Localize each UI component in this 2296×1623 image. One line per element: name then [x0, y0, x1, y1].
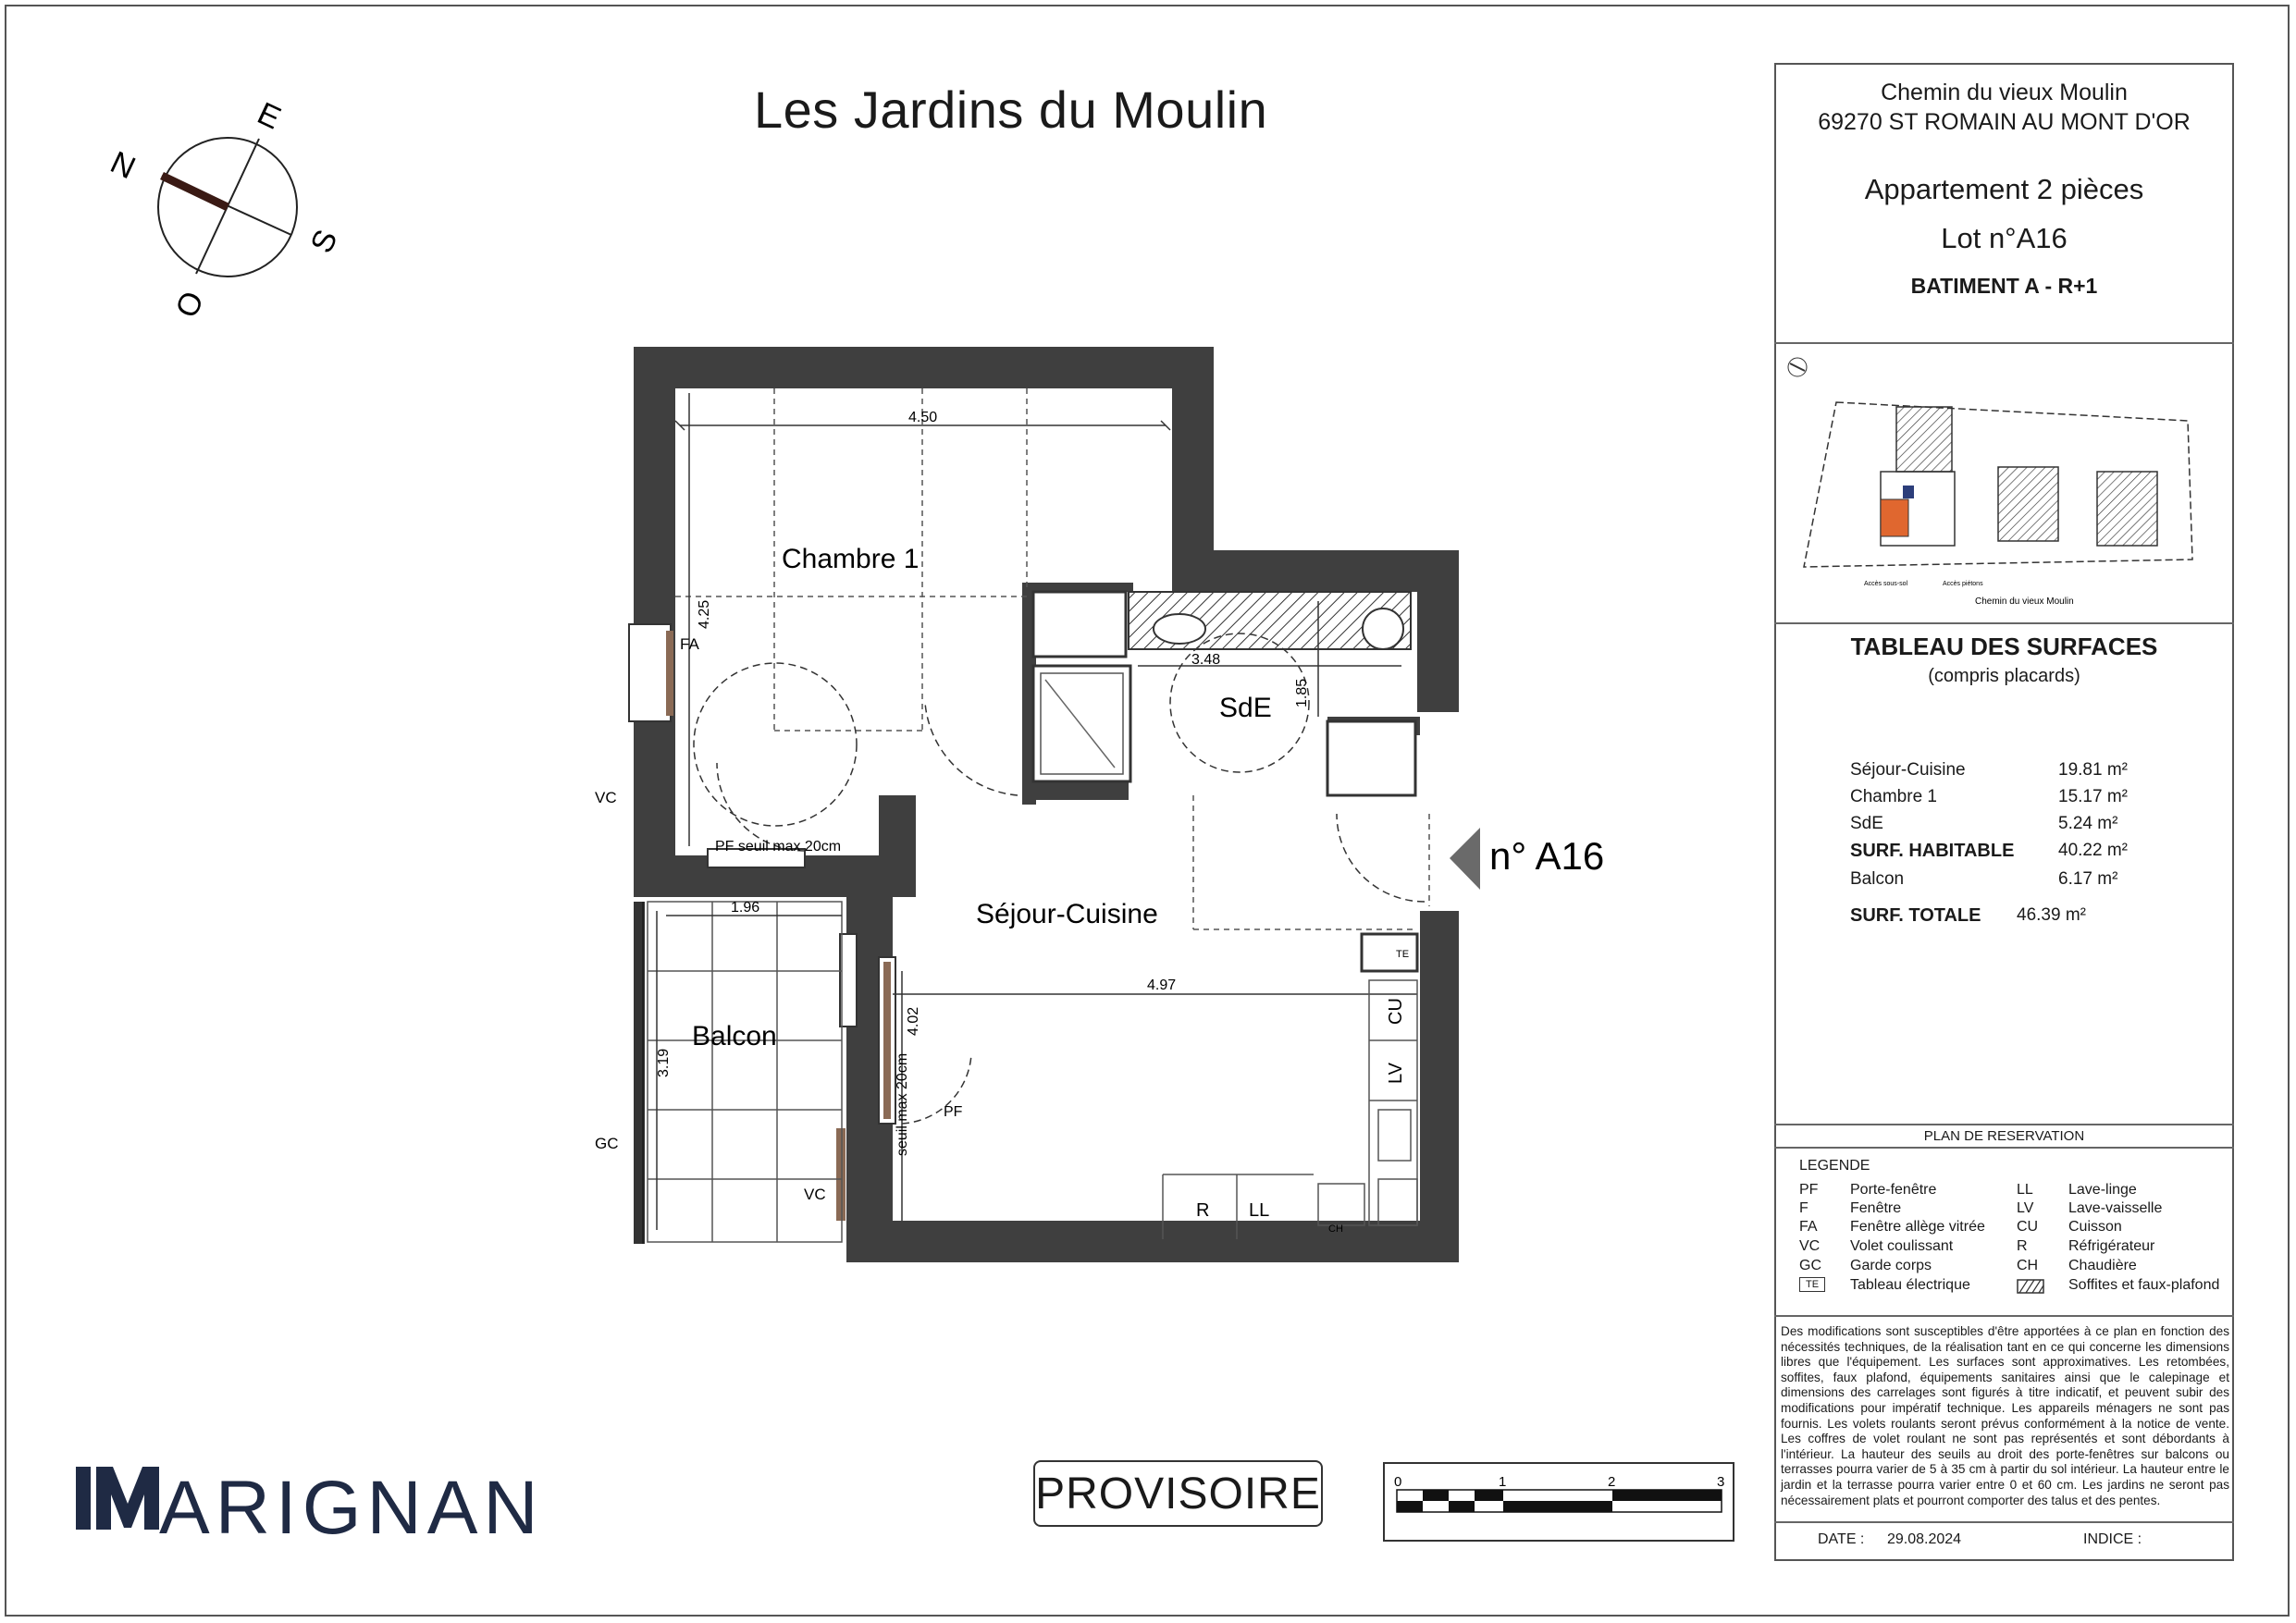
- legend-code: CH: [2017, 1258, 2039, 1273]
- compass-e: E: [252, 95, 287, 137]
- lot-marker: n° A16: [1489, 834, 1605, 878]
- floor-plan: [555, 333, 1665, 1276]
- surface-value: 40.22 m²: [2058, 841, 2128, 860]
- scale-tick-0: 0: [1394, 1474, 1402, 1490]
- label-te: TE: [1396, 949, 1410, 960]
- site-street: Chemin du vieux Moulin: [1975, 596, 2074, 607]
- legend-label: Soffites et faux-plafond: [2068, 1277, 2220, 1293]
- legend-code: GC: [1799, 1258, 1821, 1273]
- marignan-logo-text: ARIGNAN: [159, 1466, 544, 1550]
- legend-label: Fenêtre allège vitrée: [1850, 1219, 1985, 1235]
- plan-reservation: PLAN DE RESERVATION: [1923, 1128, 2085, 1144]
- label-sejour: Séjour-Cuisine: [976, 899, 1158, 929]
- project-title: Les Jardins du Moulin: [754, 80, 1268, 139]
- label-ch: CH: [1328, 1223, 1343, 1235]
- legend-label: Cuisson: [2068, 1219, 2122, 1235]
- legend-code: PF: [1799, 1182, 1819, 1198]
- dim-402: 4.02: [906, 1006, 921, 1036]
- legend-label: Fenêtre: [1850, 1200, 1902, 1216]
- label-ll: LL: [1249, 1200, 1270, 1221]
- legend-label: Lave-vaisselle: [2068, 1200, 2163, 1216]
- surface-value: 15.17 m²: [2058, 787, 2128, 806]
- surface-label: Chambre 1: [1850, 787, 1937, 806]
- label-lv: LV: [1386, 1063, 1406, 1084]
- label-seuil: seuil max 20cm: [895, 1052, 910, 1156]
- label-pf1: PF seuil max 20cm: [715, 839, 842, 855]
- legend-code: LL: [2017, 1182, 2033, 1198]
- legend-label: Chaudière: [2068, 1258, 2137, 1273]
- unit-type: Appartement 2 pièces: [1864, 173, 2144, 205]
- label-sde: SdE: [1219, 693, 1272, 723]
- surface-value: 6.17 m²: [2058, 869, 2118, 889]
- compass-s: S: [303, 224, 345, 259]
- surface-label: Balcon: [1850, 869, 1905, 889]
- site-access2: Accès piétons: [1943, 581, 1983, 587]
- label-chambre: Chambre 1: [782, 544, 920, 574]
- label-r: R: [1196, 1200, 1210, 1221]
- surface-value: 19.81 m²: [2058, 760, 2128, 780]
- dim-196: 1.96: [731, 900, 760, 916]
- label-balcon: Balcon: [692, 1021, 777, 1051]
- legend-label: Garde corps: [1850, 1258, 1932, 1273]
- marignan-logo-icon: [76, 1467, 161, 1530]
- legend-code: FA: [1799, 1219, 1818, 1235]
- site-plan: [1781, 347, 2229, 618]
- unit-lot: Lot n°A16: [1941, 222, 2068, 254]
- address-line1: Chemin du vieux Moulin: [1881, 80, 2128, 105]
- dim-319: 3.19: [656, 1048, 672, 1077]
- walls: [634, 347, 1459, 1262]
- surfaces-title: TABLEAU DES SURFACES: [1850, 633, 2158, 660]
- dim-425: 4.25: [697, 599, 712, 629]
- dim-185: 1.85: [1294, 678, 1310, 707]
- label-fa: FA: [680, 635, 699, 653]
- hatch-swatch-icon: [2017, 1279, 2044, 1294]
- dim-497: 4.97: [1147, 977, 1177, 993]
- date-label: DATE :: [1818, 1531, 1865, 1547]
- surface-label: SURF. HABITABLE: [1850, 841, 2015, 861]
- provisoire-stamp: PROVISOIRE: [1033, 1460, 1323, 1527]
- legend-label: Porte-fenêtre: [1850, 1182, 1937, 1198]
- date-value: 29.08.2024: [1887, 1531, 1962, 1547]
- legend-code: F: [1799, 1200, 1808, 1216]
- legend-title: LEGENDE: [1799, 1158, 1870, 1174]
- legend-code: CU: [2017, 1219, 2039, 1235]
- index-label: INDICE :: [2083, 1531, 2142, 1547]
- compass-o: O: [168, 286, 212, 324]
- scale-bar: [1383, 1462, 1734, 1542]
- site-access1: Accès sous-sol: [1864, 581, 1908, 587]
- legend-code: LV: [2017, 1200, 2034, 1216]
- surface-value: 5.24 m²: [2058, 814, 2118, 833]
- legend-label: Volet coulissant: [1850, 1238, 1954, 1254]
- dim-348: 3.48: [1191, 652, 1221, 668]
- label-pf2: PF: [944, 1104, 963, 1120]
- dim-450: 4.50: [908, 410, 938, 425]
- unit-building: BATIMENT A - R+1: [1910, 274, 2098, 298]
- compass-icon: [93, 92, 370, 342]
- disclaimer-note: Des modifications sont susceptibles d'être apportées à ce plan en fonction des nécessités techniques, de la réalisation tant en ce qui concerne les dimensions libres que l'équipement. Les surfaces sont approximatives. Les retombées, soffites, faux plafond, équipements sanitaires ainsi que le calepinage et dimensions des carrelages sont figurés à titre indicatif, et peuvent subir des modifications pour impératif technique. Les appareils ménagers ne sont pas fournis. Les volets roulants seront prévus conformément à la notice de vente. Les coffres de volet roulant ne sont pas représentés et sont débordants à l'intérieur. La hauteur des seuils au droit des porte-fenêtres sur balcons ou terrasses pourra varier de 5 à 35 cm à partir du sol intérieur. La hauteur entre le jardin et la terrasse pourra varier entre 0 et 60 cm. Les jardins ne seront pas nécessairement plats et pourront comporter des talus et des pentes.: [1781, 1324, 2229, 1507]
- scale-tick-1: 1: [1499, 1474, 1507, 1490]
- legend-label: Réfrigérateur: [2068, 1238, 2155, 1254]
- label-cu: CU: [1386, 998, 1406, 1025]
- legend-label: Lave-linge: [2068, 1182, 2137, 1198]
- surface-label: SURF. TOTALE: [1850, 905, 1981, 926]
- surfaces-subtitle: (compris placards): [1928, 666, 2080, 686]
- surface-label: SdE: [1850, 814, 1883, 833]
- address-line2: 69270 ST ROMAIN AU MONT D'OR: [1818, 109, 2191, 135]
- label-vc1: VC: [595, 789, 617, 806]
- scale-tick-3: 3: [1717, 1474, 1725, 1490]
- label-gc: GC: [595, 1135, 619, 1152]
- compass-n: N: [105, 144, 141, 187]
- scale-tick-2: 2: [1608, 1474, 1616, 1490]
- legend-code: TE: [1799, 1277, 1825, 1292]
- legend-code: VC: [1799, 1238, 1821, 1254]
- label-vc2: VC: [804, 1186, 826, 1203]
- surface-label: Séjour-Cuisine: [1850, 760, 1966, 780]
- surface-value: 46.39 m²: [2017, 905, 2086, 925]
- legend-code: R: [2017, 1238, 2028, 1254]
- legend-label: Tableau électrique: [1850, 1277, 1970, 1293]
